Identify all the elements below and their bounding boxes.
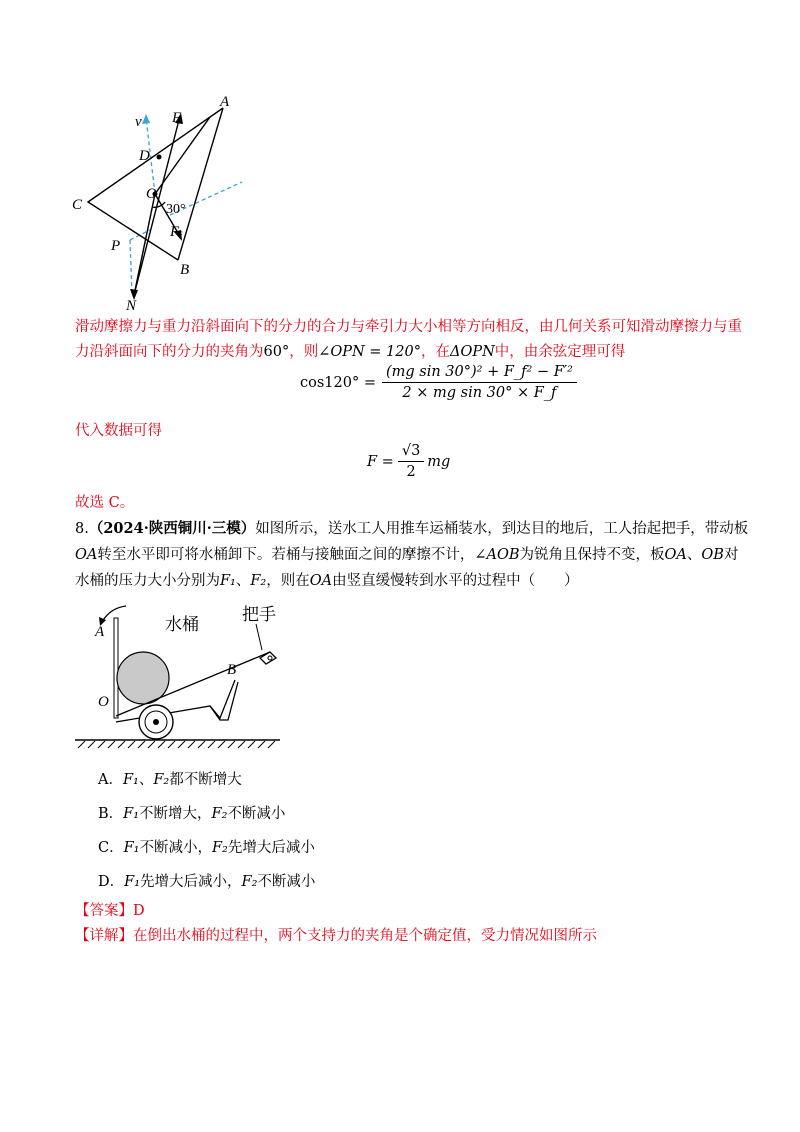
cart-leg xyxy=(210,682,238,720)
label-a2: A xyxy=(95,624,105,640)
label-angle: 30° xyxy=(166,202,186,217)
dashed-line-np xyxy=(130,240,132,295)
result-fraction xyxy=(398,443,424,480)
cosine-law-equation xyxy=(300,364,577,401)
conclusion-line: 故选 C。 xyxy=(75,495,135,511)
explanation-line-2: 力沿斜面向下的分力的夹角为60°，则∠OPN = 120°，在ΔOPN中，由余弦定理可得 xyxy=(75,344,626,360)
water-cart-diagram xyxy=(70,600,285,750)
triangle-opn: ΔOPN xyxy=(449,344,495,360)
substitution-line: 代入数据可得 xyxy=(75,423,162,439)
result-numerator: √3 xyxy=(398,443,424,462)
angle-value: 60° xyxy=(263,344,290,360)
answer-line xyxy=(75,900,145,922)
answer-value: D xyxy=(133,903,145,919)
ground-hatch xyxy=(78,741,275,748)
equation-denominator: 2 × mg sin 30° × F_f xyxy=(402,385,557,401)
label-v: v xyxy=(135,114,142,130)
cart-wheel-hub xyxy=(153,719,159,725)
result-denominator: 2 xyxy=(406,464,416,480)
label-o: O xyxy=(146,186,157,202)
result-lhs: F = xyxy=(367,453,394,470)
question-line-1: 8.（2024·陕西铜川·三模）如图所示，送水工人用推车运桶装水，到达目的地后，工人抬起把手，带动板 xyxy=(75,520,749,537)
result-tail: mg xyxy=(427,453,451,470)
label-bucket: 水桶 xyxy=(165,615,199,634)
label-a: A xyxy=(220,94,230,110)
question-number: 8. xyxy=(75,521,89,537)
label-n: N xyxy=(126,298,137,310)
result-equation xyxy=(367,443,450,480)
option-b[interactable]: B．F₁不断增大，F₂不断减小 xyxy=(98,806,286,822)
label-f: F xyxy=(172,110,182,126)
label-d: D xyxy=(139,148,150,164)
plate-oa xyxy=(114,618,118,718)
answer-tag: 【答案】 xyxy=(75,903,133,919)
equation-fraction xyxy=(382,364,577,401)
question-line-3: 水桶的压力大小分别为F₁、F₂，则在OA由竖直缓慢转到水平的过程中（ ） xyxy=(75,573,579,589)
equation-lhs: cos120° = xyxy=(300,374,376,391)
label-handle: 把手 xyxy=(242,605,276,624)
label-ff: $F_f$ xyxy=(170,224,183,242)
label-c: C xyxy=(72,197,83,213)
label-p: P xyxy=(111,238,121,254)
explanation-line-1: 滑动摩擦力与重力沿斜面向下的分力的合力与牵引力大小相等方向相反，由几何关系可知滑动摩擦力与重 xyxy=(75,319,742,335)
option-d[interactable]: D．F₁先增大后减小，F₂不断减小 xyxy=(98,874,316,890)
point-d xyxy=(157,155,162,160)
arrowhead-v xyxy=(142,114,150,124)
question-source: （2024·陕西铜川·三模） xyxy=(88,520,256,537)
question-line-2: OA转至水平即可将水桶卸下。若桶与接触面之间的摩擦不计，∠AOB为锐角且保持不变，板OA、OB对 xyxy=(75,547,739,563)
detail-text: 在倒出水桶的过程中，两个支持力的夹角是个确定值，受力情况如图所示 xyxy=(133,928,597,944)
handle-leader xyxy=(256,624,262,650)
label-b2: B xyxy=(227,662,237,678)
label-o2: O xyxy=(98,694,109,710)
water-bucket xyxy=(117,652,169,704)
detail-line xyxy=(75,925,597,947)
detail-tag: 【详解】 xyxy=(75,928,133,944)
option-a[interactable]: A．F₁、F₂都不断增大 xyxy=(98,772,242,788)
triangle-outline xyxy=(88,108,223,260)
equation-numerator: (mg sin 30°)² + F_f² − F′² xyxy=(382,364,577,383)
force-diagram-incline xyxy=(60,90,260,310)
option-c[interactable]: C．F₁不断减小，F₂先增大后减小 xyxy=(98,840,315,856)
handle-hole xyxy=(268,656,272,660)
label-b: B xyxy=(180,262,190,278)
angle-opn: ∠OPN = 120° xyxy=(318,344,421,360)
line-on xyxy=(134,194,155,295)
